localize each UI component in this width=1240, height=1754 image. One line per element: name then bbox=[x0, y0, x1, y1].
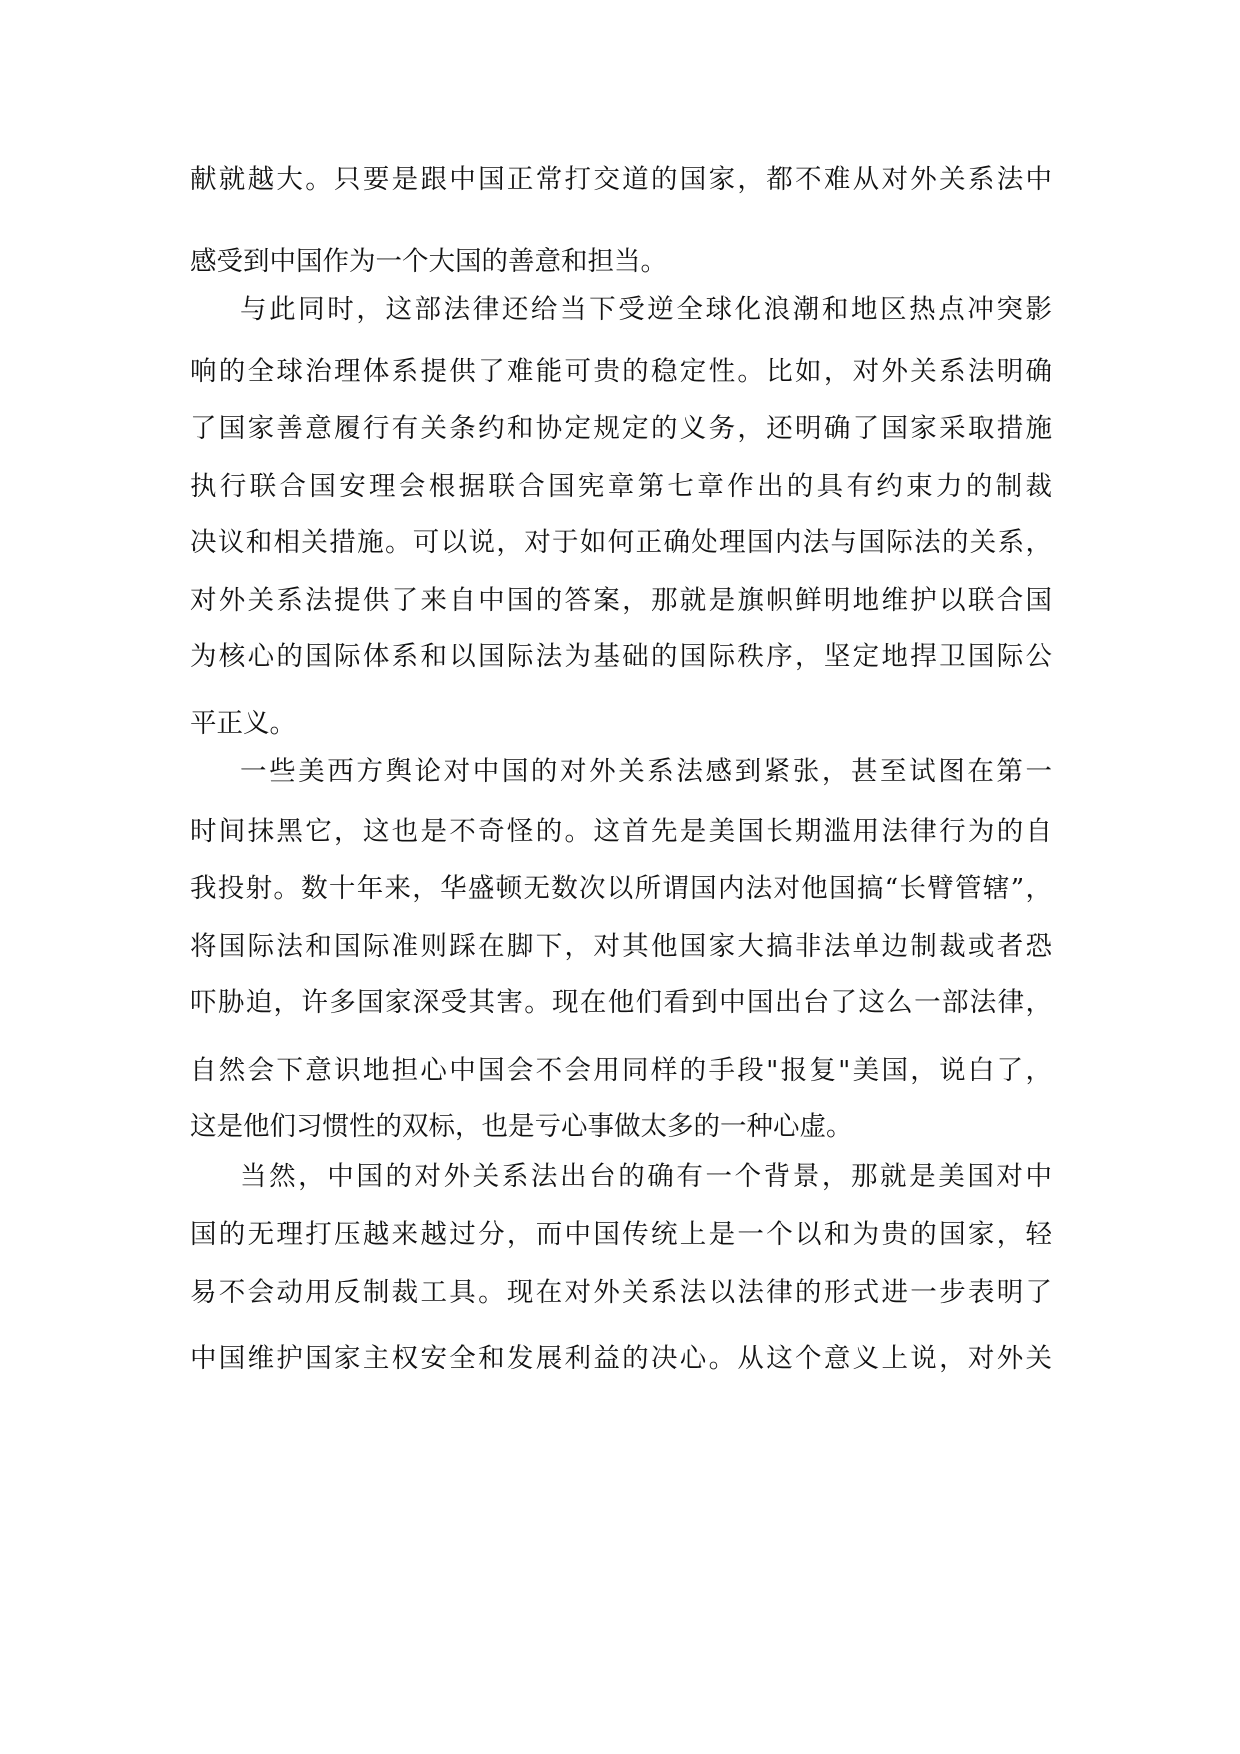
text-line: 平正义。 bbox=[190, 708, 296, 739]
text-line: 决议和相关措施。可以说，对于如何正确处理国内法与国际法的关系， bbox=[190, 527, 1052, 558]
text-line: 自然会下意识地担心中国会不会用同样的手段"报复"美国，说白了， bbox=[190, 1055, 1052, 1086]
text-line: 了国家善意履行有关条约和协定规定的义务，还明确了国家采取措施 bbox=[190, 413, 1052, 444]
paragraph-start-line: 与此同时，这部法律还给当下受逆全球化浪潮和地区热点冲突影 bbox=[240, 294, 1052, 325]
text-line: 对外关系法提供了来自中国的答案，那就是旗帜鲜明地维护以联合国 bbox=[190, 585, 1052, 616]
text-line: 吓胁迫，许多国家深受其害。现在他们看到中国出台了这么一部法律， bbox=[190, 987, 1052, 1018]
text-line: 响的全球治理体系提供了难能可贵的稳定性。比如，对外关系法明确 bbox=[190, 356, 1052, 387]
paragraph-start-line: 一些美西方舆论对中国的对外关系法感到紧张，甚至试图在第一 bbox=[240, 756, 1052, 787]
text-line: 将国际法和国际准则踩在脚下，对其他国家大搞非法单边制裁或者恐 bbox=[190, 931, 1052, 962]
paragraph-start-line: 当然，中国的对外关系法出台的确有一个背景，那就是美国对中 bbox=[240, 1161, 1052, 1192]
text-line: 为核心的国际体系和以国际法为基础的国际秩序，坚定地捍卫国际公 bbox=[190, 641, 1052, 672]
text-line: 献就越大。只要是跟中国正常打交道的国家，都不难从对外关系法中 bbox=[190, 164, 1052, 195]
text-line: 易不会动用反制裁工具。现在对外关系法以法律的形式进一步表明了 bbox=[190, 1277, 1052, 1308]
text-line: 国的无理打压越来越过分，而中国传统上是一个以和为贵的国家，轻 bbox=[190, 1219, 1052, 1250]
text-line: 感受到中国作为一个大国的善意和担当。 bbox=[190, 246, 667, 277]
text-line: 这是他们习惯性的双标，也是亏心事做太多的一种心虚。 bbox=[190, 1111, 853, 1142]
text-line: 执行联合国安理会根据联合国宪章第七章作出的具有约束力的制裁 bbox=[190, 471, 1052, 502]
text-line: 中国维护国家主权安全和发展利益的决心。从这个意义上说，对外关 bbox=[190, 1343, 1052, 1374]
text-line: 时间抹黑它，这也是不奇怪的。这首先是美国长期滥用法律行为的自 bbox=[190, 816, 1052, 847]
text-line: 我投射。数十年来，华盛顿无数次以所谓国内法对他国搞“长臂管辖”， bbox=[190, 873, 1052, 904]
